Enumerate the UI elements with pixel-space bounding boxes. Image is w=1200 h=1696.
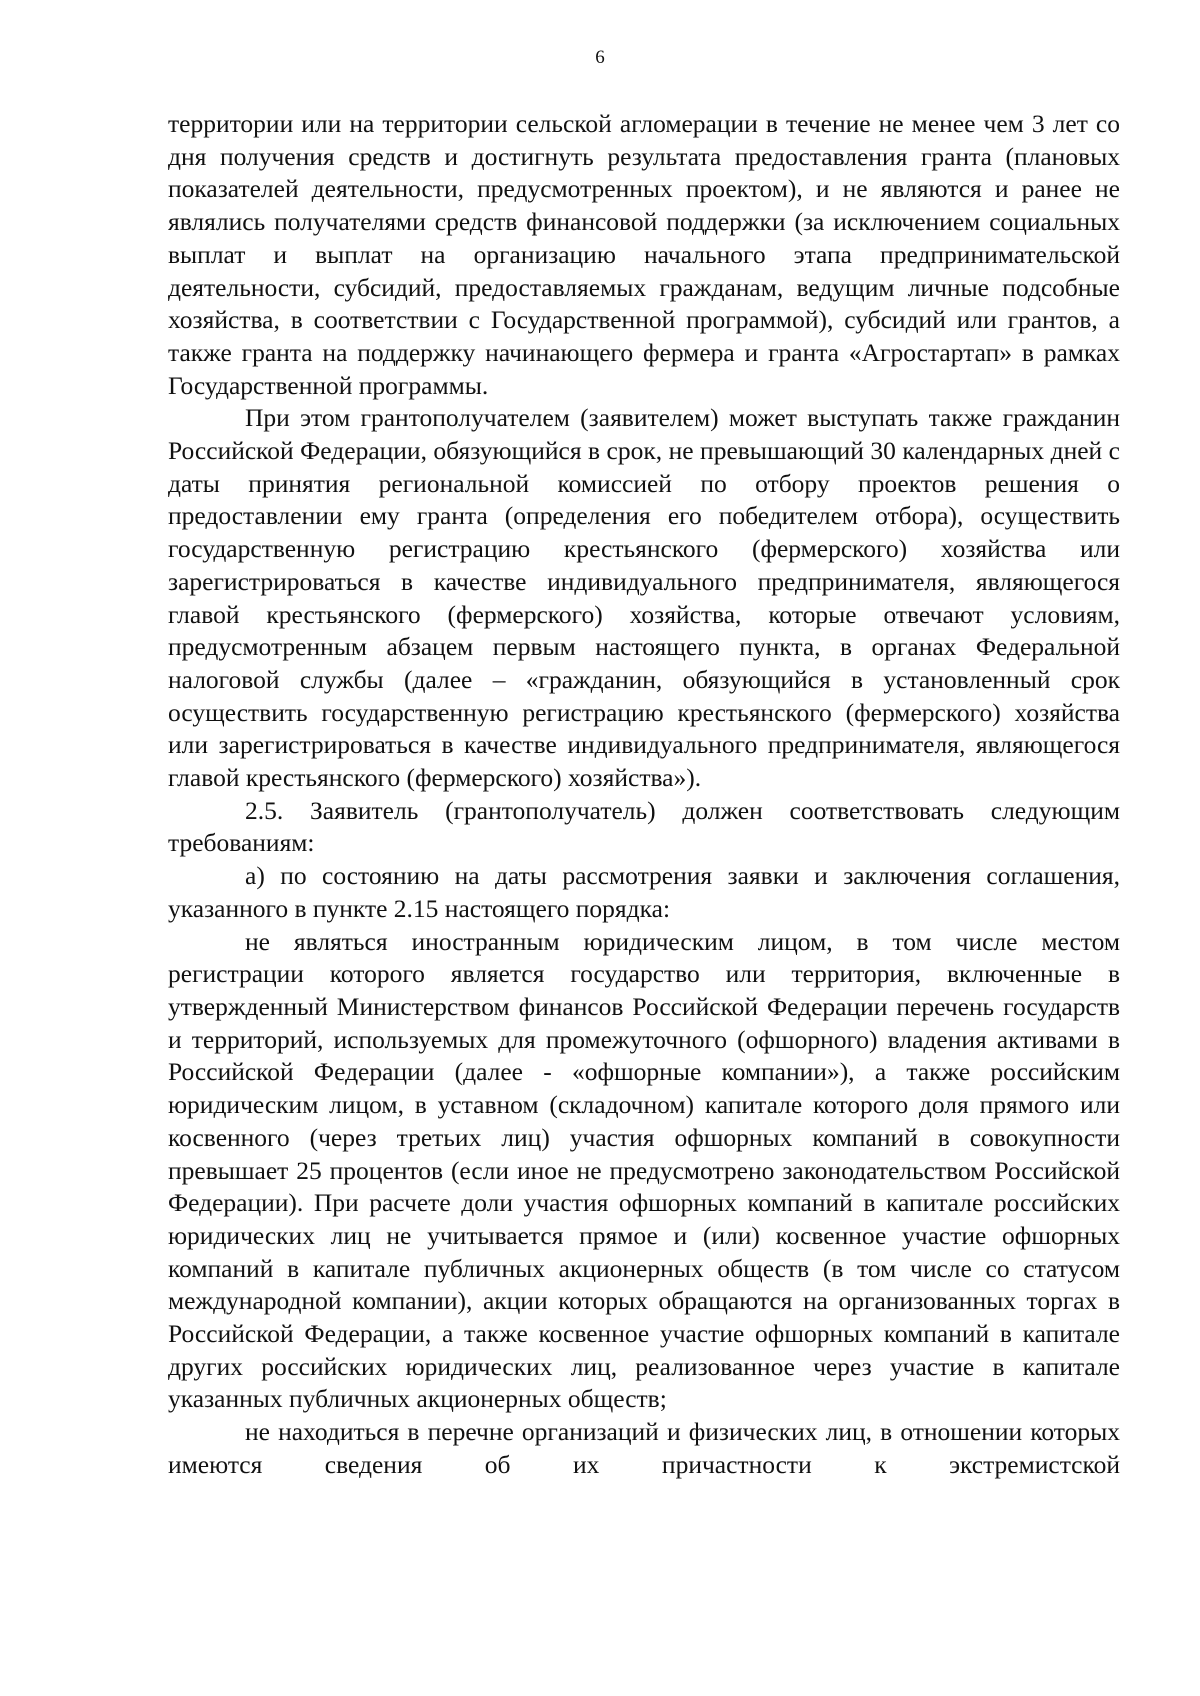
paragraph-extremist-list: не находиться в перечне организаций и физических лиц, в отношении которых имеются сведения об их причастности к экстремистской [168,1417,1120,1479]
document-body [168,108,1120,1482]
paragraph-clause-2-5: 2.5. Заявитель (грантополучатель) должен соответствовать следующим требованиям: [168,795,1120,858]
paragraph-citizen-applicant: При этом грантополучателем (заявителем) может выступать также гражданин Российской Федерации, обязующийся в срок, не превышающий 30 календарных дней с даты принятия региональной комиссией по отбору проектов решения о предоставлении ему гранта (определения его победителем отбора), осуществить государственную регистрацию крестьянского (фермерского) хозяйства или зарегистрироваться в качестве индивидуального предпринимателя, являющегося главой крестьянского (фермерского) хозяйства, которые отвечают условиям, предусмотренным абзацем первым настоящего пункта, в органах Федеральной налоговой службы (далее – «гражданин, обязующийся в установленный срок осуществить государственную регистрацию крестьянского (фермерского) хозяйства или зарегистрироваться в качестве индивидуального предпринимателя, являющегося главой крестьянского (фермерского) хозяйства»). [168,403,1120,793]
paragraph-offshore-requirement: не являться иностранным юридическим лицом, в том числе местом регистрации которого является государство или территория, включенные в утвержденный Министерством финансов Российской Федерации перечень государств и территорий, используемых для промежуточного (офшорного) владения активами в Российской Федерации (далее - «офшорные компании»), а также российским юридическим лицом, в уставном (складочном) капитале которого доля прямого или косвенного (через третьих лиц) участия офшорных компаний в совокупности превышает 25 процентов (если иное не предусмотрено законодательством Российской Федерации). При расчете доли участия офшорных компаний в капитале российских юридических лиц не учитывается прямое и (или) косвенное участие офшорных компаний в капитале публичных акционерных обществ (в том числе со статусом международной компании), акции которых обращаются на организованных торгах в Российской Федерации, а также косвенное участие офшорных компаний в капитале других российских юридических лиц, реализованное через участие в капитале указанных публичных акционерных обществ; [168,926,1120,1414]
paragraph-eligibility-continuation: территории или на территории сельской агломерации в течение не менее чем 3 лет со дня получения средств и достигнуть результата предоставления гранта (плановых показателей деятельности, предусмотренных проектом), и не являются и ранее не являлись получателями средств финансовой поддержки (за исключением социальных выплат и выплат на организацию начального этапа предпринимательской деятельности, субсидий, предоставляемых гражданам, ведущим личные подсобные хозяйства, в соответствии с Государственной программой), субсидий или грантов, а также гранта на поддержку начинающего фермера и гранта «Агростартап» в рамках Государственной программы. [168,109,1120,400]
page-number: 6 [595,47,605,68]
paragraph-clause-2-5-a: а) по состоянию на даты рассмотрения заявки и заключения соглашения, указанного в пункте 2.15 настоящего порядка: [168,861,1120,923]
